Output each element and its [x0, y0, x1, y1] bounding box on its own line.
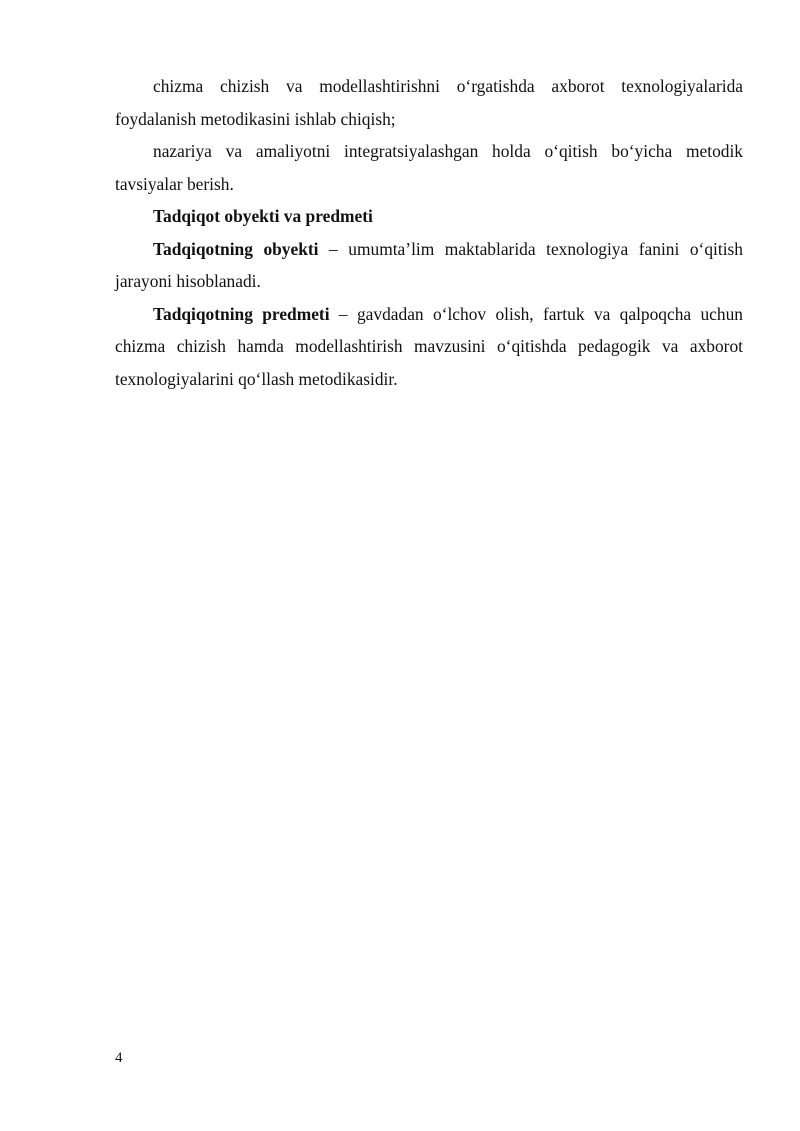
- page-number: 4: [115, 1050, 123, 1066]
- research-object-term: Tadqiqotning obyekti: [153, 238, 319, 259]
- paragraph-goal-2-text: nazariya va amaliyotni integratsiyalashgan holda o‘qitish bo‘yicha metodik tavsiyalar berish.: [115, 141, 743, 194]
- research-subject-term: Tadqiqotning predmeti: [153, 303, 330, 324]
- research-subject-text: – gavdadan o‘lchov olish, fartuk va qalpoqcha uchun chizma chizish hamda modellashtirish mavzusini o‘qitishda pedagogik va axborot texnologiyalarini qo‘llash metodikasidir.: [115, 303, 743, 389]
- paragraph-goal-1: [115, 70, 743, 135]
- section-heading: Tadqiqot obyekti va predmeti: [153, 206, 373, 226]
- paragraph-goal-1-text: chizma chizish va modellashtirishni o‘rgatishda axborot texnologiyalarida foydalanish metodikasini ishlab chiqish;: [115, 76, 743, 129]
- document-body: [115, 70, 743, 395]
- paragraph-research-object: [115, 233, 743, 298]
- paragraph-research-subject: [115, 298, 743, 396]
- research-object-text: – umumta’lim maktablarida texnologiya fanini o‘qitish jarayoni hisoblanadi.: [115, 238, 743, 291]
- paragraph-goal-2: [115, 135, 743, 200]
